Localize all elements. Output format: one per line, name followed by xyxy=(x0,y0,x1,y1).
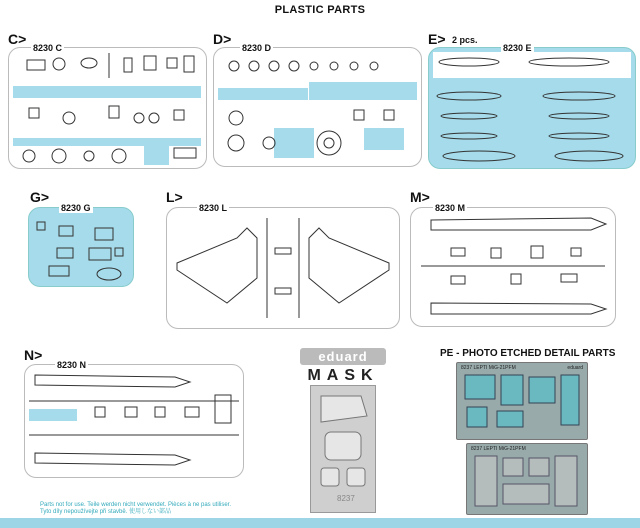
sprue-g xyxy=(28,203,134,287)
pe-fret-2 xyxy=(466,443,588,515)
pe-fret-2-title: 8237 LEPTI MiG-21PFM xyxy=(471,446,526,452)
sprue-l xyxy=(166,203,400,329)
sprue-l-parts xyxy=(167,208,399,328)
sprue-c-label: C> xyxy=(8,31,27,47)
sprue-g-code: 8230 G xyxy=(61,203,91,213)
sprue-e xyxy=(428,43,636,169)
pe-fret-1-parts xyxy=(457,363,587,439)
pe-fret-1-brand: eduard xyxy=(567,365,583,371)
pe-heading: PE - PHOTO ETCHED DETAIL PARTS xyxy=(440,348,616,359)
sprue-n-code: 8230 N xyxy=(57,360,87,370)
sprue-g-parts xyxy=(29,208,133,286)
footer-line-1: Parts not for use. Teile werden nicht verwendet. Pièces à ne pas utiliser. xyxy=(40,502,231,508)
mask-sheet xyxy=(310,385,376,513)
sprue-n-parts xyxy=(25,365,243,477)
sprue-c-code: 8230 C xyxy=(33,43,63,53)
sprue-l-code: 8230 L xyxy=(199,203,228,213)
footer-line-2: Tyto díly nepoužívejte při stavbě. 使用しない部品 xyxy=(40,509,172,515)
mask-logo xyxy=(300,348,386,385)
sprue-g-label: G> xyxy=(30,189,50,205)
page-title: PLASTIC PARTS xyxy=(274,4,366,16)
pe-fret-1-title: 8237 LEPTI MiG-21PFM xyxy=(461,365,516,371)
sprue-m-parts xyxy=(411,208,615,326)
pe-fret-2-parts xyxy=(467,444,587,514)
sprue-m-code: 8230 M xyxy=(435,203,466,213)
sprue-e-parts xyxy=(429,48,635,168)
sprue-c-parts xyxy=(9,48,206,168)
footer-note xyxy=(40,502,231,516)
sprue-c xyxy=(8,43,207,169)
sprue-d-code: 8230 D xyxy=(242,43,272,53)
sprue-e-label: E> xyxy=(428,31,446,47)
sprue-d xyxy=(213,43,422,167)
sprue-m-label: M> xyxy=(410,189,430,205)
footer-bar xyxy=(0,518,640,528)
sprue-e-code: 8230 E xyxy=(503,43,532,53)
mask-title: MASK xyxy=(307,367,379,384)
pe-fret-1 xyxy=(456,362,588,440)
sprue-l-label: L> xyxy=(166,189,183,205)
mask-brand: eduard xyxy=(300,348,386,365)
sprue-d-parts xyxy=(214,48,421,166)
sprue-d-label: D> xyxy=(213,31,232,47)
sprue-n xyxy=(24,360,244,478)
sprue-m xyxy=(410,203,616,327)
sprue-n-label: N> xyxy=(24,347,43,363)
mask-code: 8237 xyxy=(337,494,355,503)
sprue-e-qty: 2 pcs. xyxy=(452,35,478,45)
